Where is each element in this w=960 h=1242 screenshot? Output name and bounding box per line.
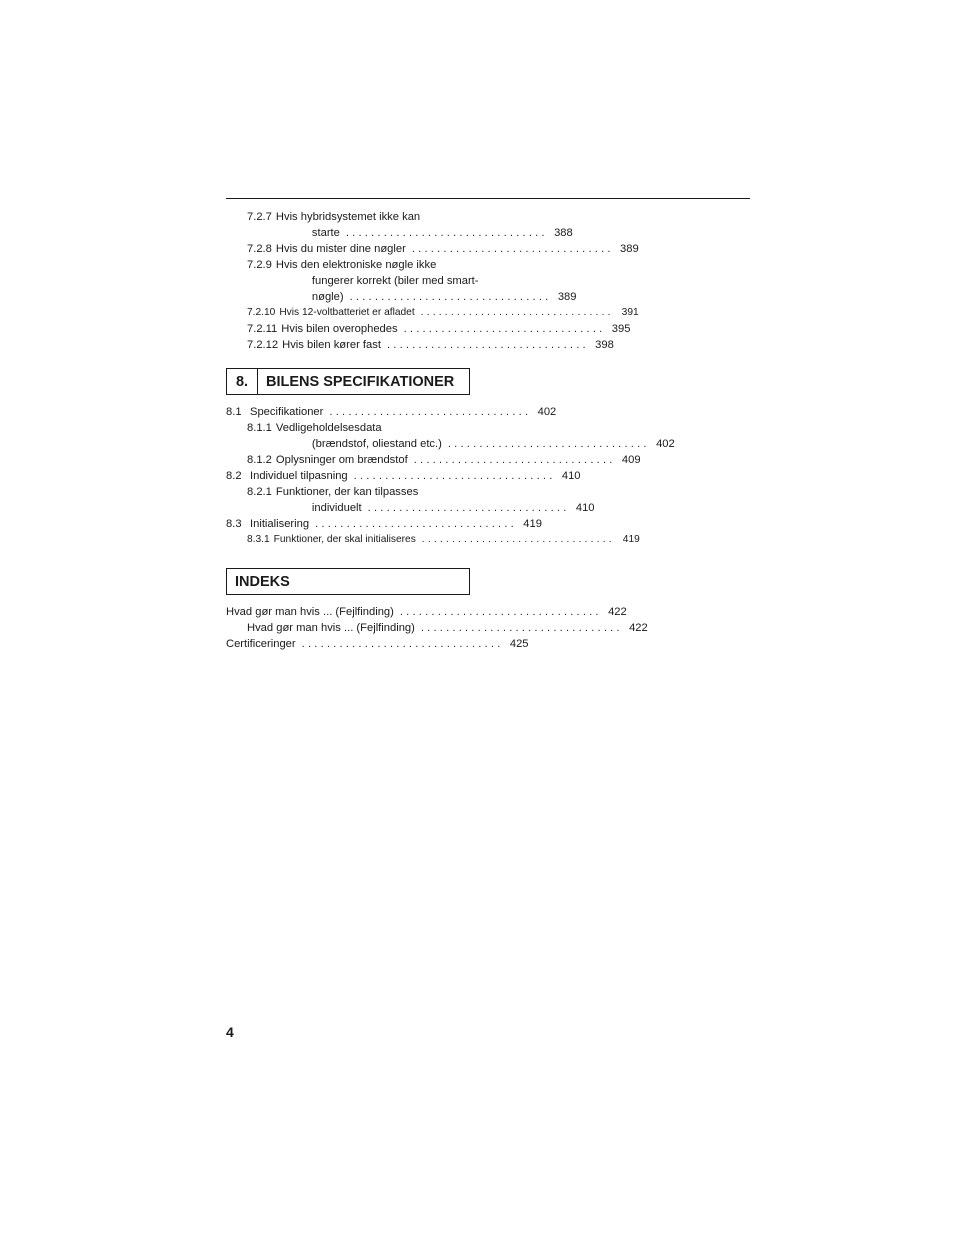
page-number: 402 [537, 406, 557, 418]
toc-block-8 [226, 404, 675, 548]
toc-entry-7-2-7[interactable]: 7.2.7 Hvis hybridsystemet ikke kan starte ................................ 388 [247, 211, 573, 239]
toc-block-7 [226, 209, 639, 353]
dot-leader: ................................ [413, 454, 616, 466]
page-number: 388 [554, 227, 573, 239]
page-number: 402 [656, 438, 675, 450]
dot-leader: ................................ [349, 291, 552, 303]
page-number: 425 [509, 638, 529, 650]
section-header-index [226, 568, 470, 595]
page-number: 422 [629, 622, 648, 634]
toc-block-index [226, 604, 648, 652]
toc-entry-troubleshooting-sub[interactable]: Hvad gør man hvis ... (Fejlfinding) ................................ 422 [247, 622, 648, 634]
section-header-8 [226, 368, 470, 395]
toc-entry-7-2-11[interactable]: 7.2.11 Hvis bilen overophedes ................................ 395 [247, 323, 631, 335]
dot-leader: ................................ [399, 606, 602, 618]
dot-leader: ................................ [301, 638, 504, 650]
page-number: 398 [595, 339, 614, 351]
dot-leader: ................................ [447, 438, 650, 450]
toc-entry-8-1[interactable]: 8.1 Specifikationer ................................ 402 [226, 406, 557, 418]
dot-leader: ................................ [367, 502, 570, 514]
toc-entry-certifications[interactable]: Certificeringer ................................ 425 [226, 638, 529, 650]
page-number: 422 [608, 606, 627, 618]
page-folio: 4 [226, 1024, 234, 1040]
page-number: 410 [561, 470, 581, 482]
dot-leader: ................................ [411, 243, 614, 255]
dot-leader: ................................ [420, 622, 623, 634]
header-rule [226, 198, 750, 199]
toc-entry-7-2-8[interactable]: 7.2.8 Hvis du mister dine nøgler ................................ 389 [247, 243, 639, 255]
toc-entry-7-2-12[interactable]: 7.2.12 Hvis bilen kører fast ................................ 398 [247, 339, 614, 351]
toc-entry-8-2[interactable]: 8.2 Individuel tilpasning ................................ 410 [226, 470, 581, 482]
toc-entry-8-1-2[interactable]: 8.1.2 Oplysninger om brændstof ................................ 409 [247, 454, 641, 466]
page-number: 389 [557, 291, 577, 303]
page-number: 391 [621, 307, 639, 318]
dot-leader: ................................ [403, 323, 606, 335]
toc-entry-8-1-1[interactable]: 8.1.1 Vedligeholdelsesdata (brændstof, oliestand etc.) ................................ 402 [247, 422, 675, 450]
page-number: 409 [621, 454, 641, 466]
page-number: 395 [611, 323, 631, 335]
dot-leader: ................................ [345, 227, 548, 239]
dot-leader: ................................ [386, 339, 589, 351]
dot-leader: ................................ [420, 307, 614, 318]
toc-entry-8-3[interactable]: 8.3 Initialisering ................................ 419 [226, 518, 542, 530]
page-number: 410 [575, 502, 595, 514]
dot-leader: ................................ [315, 518, 517, 530]
section-title: BILENS SPECIFIKATIONER [266, 373, 455, 390]
page-number: 389 [620, 243, 639, 255]
toc-entry-7-2-9[interactable]: 7.2.9 Hvis den elektroniske nøgle ikke fungerer korrekt (biler med smart- nøgle) ................................ 389 [247, 259, 577, 303]
toc-entry-7-2-10[interactable]: 7.2.10 Hvis 12-voltbatteriet er afladet ................................ 391 [226, 305, 470, 321]
section-title: INDEKS [235, 573, 290, 590]
dot-leader: ................................ [421, 534, 615, 545]
page-number: 419 [622, 534, 640, 545]
dot-leader: ................................ [353, 470, 556, 482]
toc-entry-troubleshooting[interactable]: Hvad gør man hvis ... (Fejlfinding) ................................ 422 [226, 606, 627, 618]
toc-entry-8-3-1[interactable]: 8.3.1 Funktioner, der skal initialiseres ................................ 419 [226, 532, 470, 548]
toc-entry-8-2-1[interactable]: 8.2.1 Funktioner, der kan tilpasses individuelt ................................ 410 [247, 486, 595, 514]
page-number: 419 [523, 518, 542, 530]
section-number: 8. [227, 369, 258, 394]
dot-leader: ................................ [329, 406, 532, 418]
